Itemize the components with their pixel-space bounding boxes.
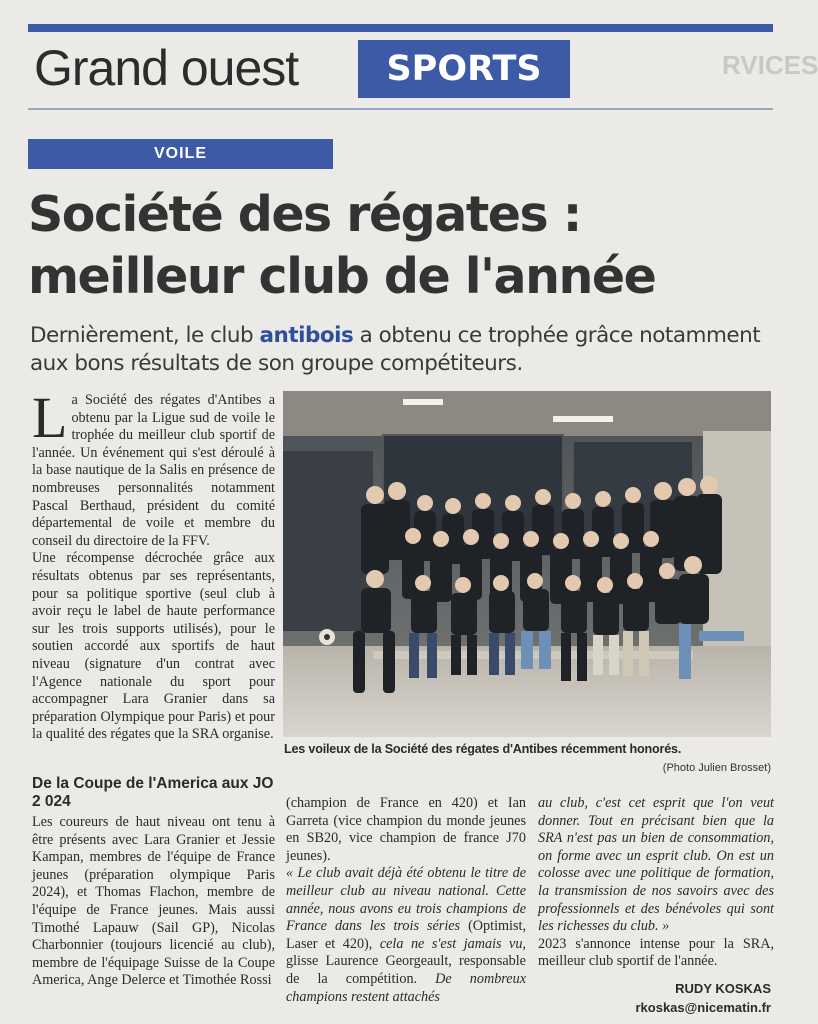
column-2-text: [286, 795, 526, 1006]
kicker: VOILE: [28, 139, 333, 169]
subhead: [30, 322, 775, 378]
column-3-quote: [538, 795, 774, 936]
article-column-2: [286, 795, 526, 1006]
header-rule: [28, 108, 773, 110]
quote-part-4: au club, c'est cet esprit que l'on veut donner. Tout en précisant bien que la SRA n'est pas un bien de consommation, on forme avec un esprit club. On est un colosse avec une politique de formation, la transmission de nos savoirs avec des professionnels et des bénévoles qui sont les richesses du club. »: [538, 795, 774, 935]
column-2-opening: (champion de France en 420) et Ian Garreta (vice champion du monde jeunes en SB20, vice champion de france J70 jeunes).: [286, 795, 526, 864]
author-name: RUDY KOSKAS: [675, 981, 771, 996]
subhead-start: Dernièrement, le club: [30, 323, 260, 348]
team-photo: [283, 391, 771, 737]
quote-part-3: De nombreux champions restent attachés: [286, 970, 526, 1005]
lead-paragraph: [32, 385, 275, 550]
column-2-series: (Optimist, Laser et 420),: [286, 918, 527, 952]
column-3-closing: 2023 s'annonce intense pour la SRA, meilleur club sportif de l'année.: [538, 935, 774, 970]
section-badge: SPORTS: [358, 40, 570, 98]
article-column-1-bottom: Les coureurs de haut niveau ont tenu à être présents avec Lara Granier et Jessie Kampan, membres de l'équipe de France jeunes (préparation olympique Paris 2024), et Thomas Flachon, membre de l'équipe de France jeunes. Mais aussi Timothé Lapauw (Sail GP), Nicolas Charbonnier (toujours licencié au club), membre de l'équipage Suisse de la Coupe America, Ange Delerce et Timothée Rossi: [32, 814, 275, 989]
article-column-1-top: [32, 385, 275, 744]
intertitle: De la Coupe de l'America aux JO 2 024: [32, 775, 274, 810]
bleed-through-text: RVICES: [722, 50, 818, 80]
column-2-attribution: glisse Laurence Georgeault, responsable de la compétition.: [286, 953, 526, 987]
drop-cap: L: [32, 385, 68, 450]
quote-part-1: « Le club avait déjà été obtenu le titre de meilleur club au niveau national. Cette année, nous avons eu trois champions de France dans les trois séries: [286, 865, 526, 935]
headline: Société des régates : meilleur club de l'année: [28, 186, 656, 305]
top-rule: [28, 24, 773, 32]
quote-part-2: cela ne s'est jamais vu,: [379, 935, 526, 952]
lead-text: a Société des régates d'Antibes a obtenu par la Ligue sud de voile le trophée du meilleur club sportif de l'année. Un événement qui s'est déroulé à la base nautique de la Salis en présence de nombreuses personnalités notamment Pascal Berthaud, président du comité départemental de voile et membre du conseil du directoire de la FFV.: [32, 392, 275, 549]
author-email[interactable]: rkoskas@nicematin.fr: [635, 1000, 771, 1015]
section-title: Grand ouest: [34, 40, 299, 96]
subhead-end: a obtenu ce trophée grâce notamment aux bons résultats de son groupe compétiteurs.: [30, 323, 761, 376]
photo-credit: (Photo Julien Brosset): [662, 762, 771, 774]
team-photo-illustration: [283, 391, 771, 737]
paragraph-2: Une récompense décrochée grâce aux résultats obtenus par ses représentants, pour sa politique sportive (seul club à avoir reçu le label de haute performance sur les trois supports utilisés), pour le soutien accordé aux sportifs de haut niveau (signature d'un contrat avec l'Agence nationale du sport pour accompagner Lara Granier dans sa préparation Olympique pour Paris) et pour la qualité des régates que la SRA organise.: [32, 550, 275, 743]
photo-caption: Les voileux de la Société des régates d'Antibes récemment honorés.: [284, 742, 682, 756]
subhead-highlight: antibois: [259, 323, 354, 348]
article-column-3: [538, 795, 774, 971]
